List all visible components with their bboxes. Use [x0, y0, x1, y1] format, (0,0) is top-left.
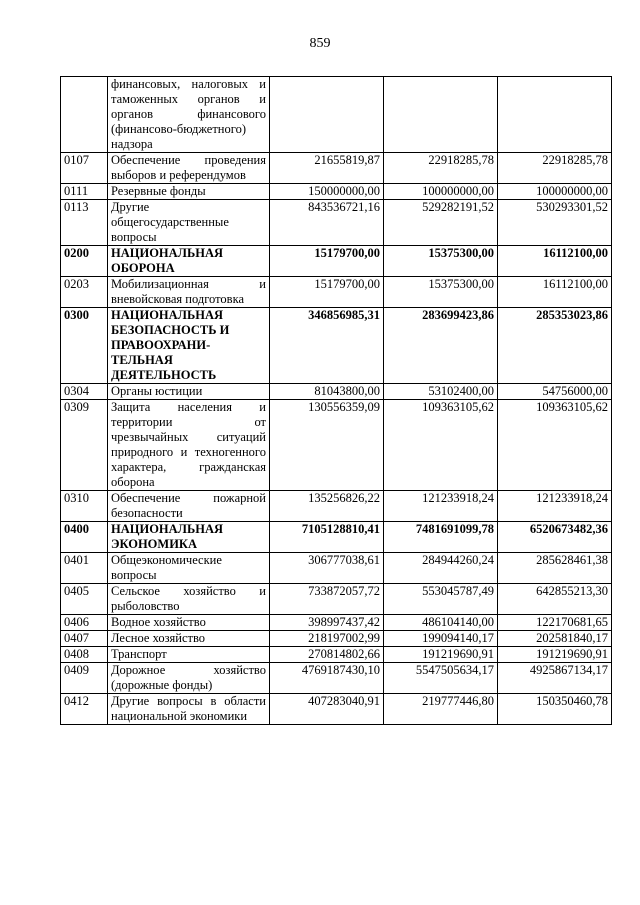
row-code: 0111	[61, 184, 108, 200]
row-value-3: 191219690,91	[498, 647, 612, 663]
row-value-1: 346856985,31	[270, 308, 384, 384]
row-name: Другие вопросы в области национальной экономики	[108, 694, 270, 725]
row-name: Водное хозяйство	[108, 615, 270, 631]
row-value-2: 121233918,24	[384, 491, 498, 522]
row-value-3: 109363105,62	[498, 400, 612, 491]
row-value-3: 642855213,30	[498, 584, 612, 615]
row-value-2: 5547505634,17	[384, 663, 498, 694]
row-value-3: 4925867134,17	[498, 663, 612, 694]
table-row	[61, 584, 612, 615]
row-code: 0406	[61, 615, 108, 631]
row-value-3: 122170681,65	[498, 615, 612, 631]
row-code: 0107	[61, 153, 108, 184]
row-value-1: 150000000,00	[270, 184, 384, 200]
budget-table-body	[61, 77, 612, 725]
row-value-2: 7481691099,78	[384, 522, 498, 553]
table-row	[61, 663, 612, 694]
row-value-1: 81043800,00	[270, 384, 384, 400]
table-row	[61, 184, 612, 200]
table-row	[61, 522, 612, 553]
row-value-1: 398997437,42	[270, 615, 384, 631]
table-row	[61, 631, 612, 647]
row-name: Мобилизационная и вневойсковая подготовка	[108, 277, 270, 308]
row-value-3: 16112100,00	[498, 277, 612, 308]
budget-table	[60, 76, 612, 725]
row-value-1: 21655819,87	[270, 153, 384, 184]
table-row	[61, 246, 612, 277]
row-value-2: 529282191,52	[384, 200, 498, 246]
row-value-2: 15375300,00	[384, 277, 498, 308]
row-code: 0400	[61, 522, 108, 553]
row-value-3: 100000000,00	[498, 184, 612, 200]
table-row	[61, 615, 612, 631]
row-name: Обеспечение проведения выборов и референдумов	[108, 153, 270, 184]
row-value-1: 4769187430,10	[270, 663, 384, 694]
row-name: Лесное хозяйство	[108, 631, 270, 647]
table-row	[61, 400, 612, 491]
row-value-2: 219777446,80	[384, 694, 498, 725]
row-value-1: 843536721,16	[270, 200, 384, 246]
row-name: Транспорт	[108, 647, 270, 663]
row-value-2: 191219690,91	[384, 647, 498, 663]
row-name: Сельское хозяйство и рыболовство	[108, 584, 270, 615]
row-value-2: 22918285,78	[384, 153, 498, 184]
row-code: 0113	[61, 200, 108, 246]
row-value-3: 54756000,00	[498, 384, 612, 400]
row-value-1	[270, 77, 384, 153]
row-value-3: 16112100,00	[498, 246, 612, 277]
row-name: Органы юстиции	[108, 384, 270, 400]
row-code: 0304	[61, 384, 108, 400]
table-row	[61, 77, 612, 153]
row-value-3: 285353023,86	[498, 308, 612, 384]
table-row	[61, 647, 612, 663]
row-value-3: 285628461,38	[498, 553, 612, 584]
row-name: финансовых, налоговых и таможенных органов и органов финансового (финансово-бюджетного) надзора	[108, 77, 270, 153]
row-value-1: 130556359,09	[270, 400, 384, 491]
row-value-2: 553045787,49	[384, 584, 498, 615]
table-row	[61, 308, 612, 384]
row-code: 0409	[61, 663, 108, 694]
row-value-1: 407283040,91	[270, 694, 384, 725]
row-value-1: 7105128810,41	[270, 522, 384, 553]
row-value-2: 486104140,00	[384, 615, 498, 631]
row-value-1: 15179700,00	[270, 277, 384, 308]
row-code: 0310	[61, 491, 108, 522]
row-code	[61, 77, 108, 153]
row-value-1: 733872057,72	[270, 584, 384, 615]
row-value-2: 284944260,24	[384, 553, 498, 584]
row-code: 0300	[61, 308, 108, 384]
row-value-2: 53102400,00	[384, 384, 498, 400]
row-name: НАЦИОНАЛЬНАЯ ОБОРОНА	[108, 246, 270, 277]
table-row	[61, 153, 612, 184]
row-value-1: 270814802,66	[270, 647, 384, 663]
row-name: Обеспечение пожарной безопасности	[108, 491, 270, 522]
row-value-2: 199094140,17	[384, 631, 498, 647]
row-name: Дорожное хозяйство (дорожные фонды)	[108, 663, 270, 694]
row-code: 0401	[61, 553, 108, 584]
row-value-3: 150350460,78	[498, 694, 612, 725]
row-value-3	[498, 77, 612, 153]
row-value-3: 6520673482,36	[498, 522, 612, 553]
row-value-2: 15375300,00	[384, 246, 498, 277]
row-value-1: 306777038,61	[270, 553, 384, 584]
table-row	[61, 491, 612, 522]
row-value-3: 202581840,17	[498, 631, 612, 647]
table-row	[61, 553, 612, 584]
row-code: 0200	[61, 246, 108, 277]
row-name: НАЦИОНАЛЬНАЯ ЭКОНОМИКА	[108, 522, 270, 553]
row-name: Общеэкономические вопросы	[108, 553, 270, 584]
row-name: Защита населения и территории от чрезвычайных ситуаций природного и техногенного характера, гражданская оборона	[108, 400, 270, 491]
page-number: 859	[309, 36, 331, 51]
table-row	[61, 384, 612, 400]
row-code: 0412	[61, 694, 108, 725]
row-value-2: 283699423,86	[384, 308, 498, 384]
row-code: 0203	[61, 277, 108, 308]
row-value-2	[384, 77, 498, 153]
row-value-2: 109363105,62	[384, 400, 498, 491]
row-name: Другие общегосударственные вопросы	[108, 200, 270, 246]
row-name: НАЦИОНАЛЬНАЯ БЕЗОПАСНОСТЬ И ПРАВООХРАНИ-ТЕЛЬНАЯ ДЕЯТЕЛЬНОСТЬ	[108, 308, 270, 384]
row-value-1: 135256826,22	[270, 491, 384, 522]
row-code: 0405	[61, 584, 108, 615]
row-value-3: 121233918,24	[498, 491, 612, 522]
table-row	[61, 694, 612, 725]
row-value-1: 15179700,00	[270, 246, 384, 277]
row-value-3: 530293301,52	[498, 200, 612, 246]
row-name: Резервные фонды	[108, 184, 270, 200]
table-row	[61, 200, 612, 246]
row-value-1: 218197002,99	[270, 631, 384, 647]
table-row	[61, 277, 612, 308]
row-code: 0407	[61, 631, 108, 647]
row-code: 0408	[61, 647, 108, 663]
row-code: 0309	[61, 400, 108, 491]
row-value-3: 22918285,78	[498, 153, 612, 184]
row-value-2: 100000000,00	[384, 184, 498, 200]
